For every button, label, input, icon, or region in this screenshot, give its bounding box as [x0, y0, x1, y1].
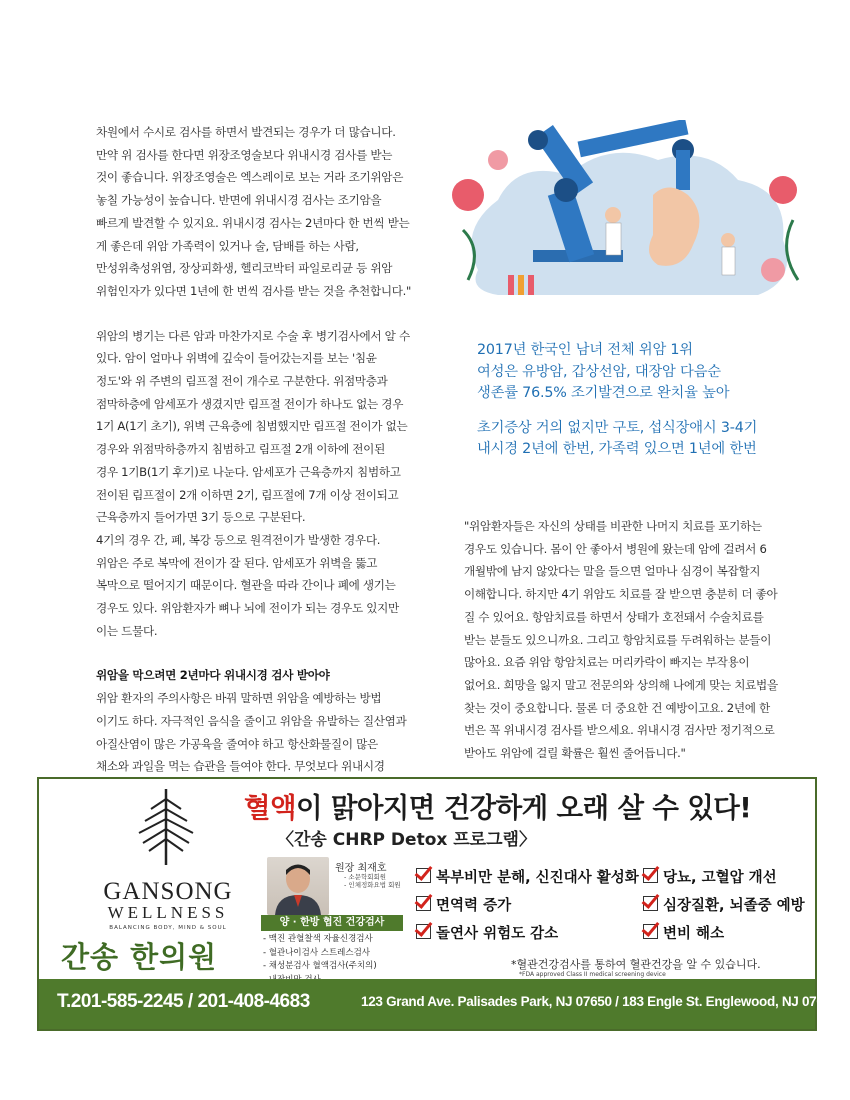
benefit-item — [416, 866, 639, 887]
highlight-line: 초기증상 거의 없지만 구토, 섭식장애시 3-4기 — [477, 419, 758, 436]
benefit-label: 당뇨, 고혈압 개선 — [663, 870, 777, 886]
text-line: 이기도 하다. 자극적인 음식을 줄이고 위암을 유발하는 질산염과 — [96, 713, 407, 728]
checkbox-icon — [643, 868, 658, 883]
article-highlights — [477, 340, 757, 461]
text-line: 번은 꼭 위내시경 검사를 받으세요. 위내시경 검사만 정기적으로 — [464, 723, 775, 738]
text-line: 게 좋은데 위암 가족력이 있거나 술, 담배를 하는 사람, — [96, 238, 359, 253]
headline-text: 이 맑아지면 건강하게 오래 살 수 있다! — [295, 792, 752, 824]
highlight-line: 생존률 76.5% 조기발견으로 완치율 높아 — [477, 385, 730, 401]
clinic-korean-name: 간송 한의원 — [61, 940, 218, 974]
text-line: 복막으로 떨어지기 때문이다. 혈관을 따라 간이나 폐에 생기는 — [96, 578, 396, 593]
exam-item: - 맥진 관혈찰색 자율신경검사 — [263, 934, 373, 944]
contact-bar — [39, 979, 838, 1029]
highlight-line: 내시경 2년에 한번, 가족력 있으면 1년에 한번 — [477, 441, 757, 457]
brand-subname: WELLNESS — [107, 903, 229, 922]
text-line: 이해합니다. 하지만 4기 위암도 치료를 잘 받으면 충분히 더 좋아 — [464, 587, 778, 602]
exam-item: - 채성분검사 혈액검사(주치의) — [263, 961, 377, 971]
text-line: 아질산염이 많은 가공육을 줄여야 하고 항산화물질이 많은 — [96, 736, 378, 751]
program-title: 〈간송 CHRP Detox 프로그램〉 — [277, 830, 536, 850]
clinic-address: 123 Grand Ave. Palisades Park, NJ 07650 / 183 Engle St. Englewood, NJ 07631 — [361, 994, 838, 1009]
text-line: 위험인자가 있다면 1년에 한 번씩 검사를 받는 것을 추천합니다." — [96, 283, 412, 298]
article-left-column — [96, 121, 426, 801]
benefit-item — [643, 866, 777, 887]
checkbox-icon — [643, 896, 658, 911]
credential-line: - 인체정화요법 회원 — [344, 881, 401, 889]
text-line: 없어요. 희망을 잃지 말고 전문의와 상의해 나에게 맞는 치료법을 — [464, 677, 778, 692]
paragraph-1 — [96, 121, 426, 303]
brand-name: GANSONG — [103, 878, 233, 905]
brand-tagline: BALANCING BODY, MIND & SOUL — [109, 925, 227, 931]
checkbox-icon — [416, 924, 431, 939]
gansong-advertisement — [37, 777, 838, 1031]
benefit-label: 변비 해소 — [663, 926, 725, 942]
paragraph-2 — [96, 325, 426, 643]
text-line: 정도'와 위 주변의 림프절 전이 개수로 구분한다. 위점막층과 — [96, 374, 388, 389]
text-line: 만성위축성위염, 장상피화생, 헬리코박터 파일로리균 등 위암 — [96, 261, 393, 276]
text-line: 개월밖에 남지 않았다는 말을 들으면 얼마나 심경이 복잡할지 — [464, 564, 761, 579]
text-line: 채소와 과일을 먹는 습관을 들여야 한다. 무엇보다 위내시경 — [96, 759, 385, 774]
director-credentials — [344, 873, 401, 889]
text-line: 있다. 암이 얼마나 위벽에 깊숙이 들어갔는지를 보는 '침윤 — [96, 351, 377, 366]
text-line: 4기의 경우 간, 폐, 복강 등으로 원격전이가 발생한 경우다. — [96, 532, 381, 547]
section-subheading: 위암을 막으려면 2년마다 위내시경 검사 받아야 — [96, 668, 330, 683]
highlight-line: 여성은 유방암, 갑상선암, 대장암 다음순 — [477, 363, 721, 380]
benefit-item — [643, 922, 724, 943]
text-line: 위암의 병기는 다른 암과 마찬가지로 수술 후 병기검사에서 알 수 — [96, 328, 410, 343]
benefit-item — [416, 894, 511, 915]
text-line: 찾는 것이 중요합니다. 물론 더 중요한 건 예방이고요. 2년에 한 — [464, 700, 770, 715]
checkbox-icon — [643, 924, 658, 939]
text-line: 경우도 있다. 위암환자가 뼈나 뇌에 전이가 되는 경우도 있지만 — [96, 601, 399, 616]
ad-headline — [244, 785, 751, 825]
text-line: 위암 환자의 주의사항은 바꿔 말하면 위암을 예방하는 방법 — [96, 691, 382, 706]
text-line: 1기 A(1기 초기), 위벽 근육층에 침범했지만 림프절 전이가 없는 — [96, 419, 408, 434]
text-line: 전이된 림프절이 2개 이하면 2기, 림프절에 7개 이상 전이되고 — [96, 487, 399, 502]
text-line: 경우와 위점막하층까지 침범하고 림프절 2개 이하에 전이된 — [96, 442, 385, 457]
director-photo — [267, 857, 329, 915]
highlight-line: 2017년 한국인 남녀 전체 위암 1위 — [477, 342, 693, 358]
text-line: 놓칠 가능성이 높습니다. 반면에 위내시경 검사는 조기암을 — [96, 193, 382, 208]
text-line: 위암은 주로 복막에 전이가 잘 된다. 암세포가 위벽을 뚫고 — [96, 555, 378, 570]
benefit-label: 돌연사 위험도 감소 — [436, 926, 559, 942]
headline-highlight: 혈액 — [244, 792, 296, 824]
text-line: 이는 드물다. — [96, 623, 158, 638]
robot-arm-illustration — [438, 120, 818, 310]
text-line: 빠르게 발견할 수 있지요. 위내시경 검사는 2년마다 한 번씩 받는 — [96, 215, 410, 230]
benefit-label: 심장질환, 뇌졸중 예방 — [663, 898, 805, 914]
director-name: 원장 최재호 — [335, 863, 387, 874]
text-line: 차원에서 수시로 검사를 하면서 발견되는 경우가 더 많습니다. — [96, 125, 396, 139]
text-line: 받는 분들도 있으니까요. 그리고 항암치료를 두려워하는 분들이 — [464, 632, 772, 647]
pine-tree-logo-icon — [129, 787, 203, 867]
text-line: 점막하층에 암세포가 생겼지만 림프절 전이가 하나도 없는 경우 — [96, 396, 404, 411]
benefit-label: 면역력 증가 — [436, 898, 512, 914]
text-line: 경우도 있습니다. 몸이 안 좋아서 병원에 왔는데 암에 걸려서 6 — [464, 541, 767, 556]
benefit-label: 복부비만 분해, 신진대사 활성화 — [436, 870, 639, 886]
text-line: 만약 위 검사를 한다면 위장조영술보다 위내시경 검사를 받는 — [96, 147, 393, 162]
text-line: 것이 좋습니다. 위장조영술은 엑스레이로 보는 거라 조기위암은 — [96, 170, 404, 185]
checkbox-icon — [416, 868, 431, 883]
text-line: 질 수 있어요. 항암치료를 하면서 상태가 호전돼서 수술치료를 — [464, 609, 764, 624]
benefit-item — [643, 894, 805, 915]
credential-line: - 소문학회회원 — [344, 873, 387, 881]
text-line: 경우 1기B(1기 후기)로 나눈다. 암세포가 근육층까지 침범하고 — [96, 464, 401, 479]
text-line: 받아도 위암에 걸릴 확률은 훨씬 줄어듭니다." — [464, 746, 686, 761]
screening-note: *혈관건강검사를 통하여 혈관건강을 알 수 있습니다. — [511, 958, 761, 971]
checkbox-icon — [416, 896, 431, 911]
exam-item: - 혈관나이검사 스트레스검사 — [263, 947, 371, 958]
article-right-column — [464, 515, 794, 765]
text-line: 근육층까지 들어가면 3기 등으로 구분된다. — [96, 510, 306, 525]
exam-title: 양 · 한방 협진 건강검사 — [261, 915, 403, 931]
text-line: "위암환자들은 자신의 상태를 비관한 나머지 치료를 포기하는 — [464, 519, 762, 533]
phone-numbers[interactable]: T.201-585-2245 / 201-408-4683 — [57, 991, 310, 1012]
text-line: 많아요. 요즘 위암 항암치료는 머리카락이 빠지는 부작용이 — [464, 655, 750, 670]
benefit-item — [416, 922, 558, 943]
fda-note: *FDA approved Class II medical screening device — [519, 971, 666, 978]
